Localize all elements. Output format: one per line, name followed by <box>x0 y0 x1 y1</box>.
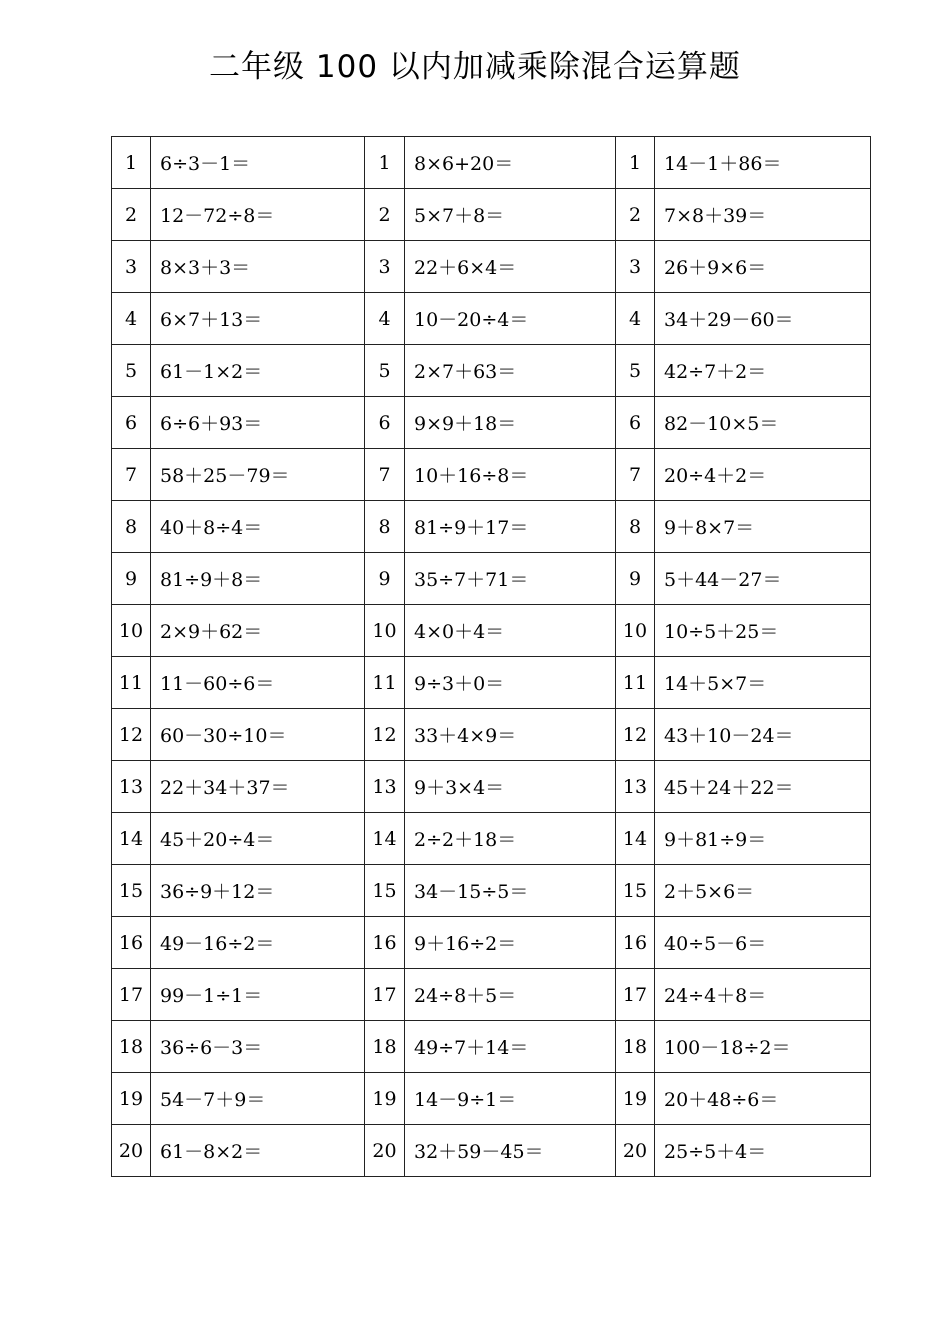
problem-number-col1: 11 <box>112 657 151 709</box>
problem-expression-col3: 14＋5×7＝ <box>655 657 871 709</box>
problem-number-col1: 17 <box>112 969 151 1021</box>
problem-number-col1: 4 <box>112 293 151 345</box>
problem-expression-col3: 5＋44－27＝ <box>655 553 871 605</box>
problem-expression-col2: 35÷7＋71＝ <box>405 553 616 605</box>
problem-number-col2: 9 <box>365 553 405 605</box>
problem-expression-col2: 2×7＋63＝ <box>405 345 616 397</box>
problem-expression-col1: 45＋20÷4＝ <box>151 813 365 865</box>
problem-number-col3: 12 <box>616 709 655 761</box>
problem-expression-col1: 81÷9＋8＝ <box>151 553 365 605</box>
problem-number-col3: 3 <box>616 241 655 293</box>
problem-number-col1: 6 <box>112 397 151 449</box>
table-row <box>112 813 871 865</box>
problem-number-col3: 8 <box>616 501 655 553</box>
problem-number-col2: 14 <box>365 813 405 865</box>
problem-number-col2: 6 <box>365 397 405 449</box>
problem-number-col3: 1 <box>616 137 655 189</box>
problem-number-col2: 12 <box>365 709 405 761</box>
problem-number-col2: 3 <box>365 241 405 293</box>
problem-number-col1: 2 <box>112 189 151 241</box>
problem-number-col3: 17 <box>616 969 655 1021</box>
problem-expression-col1: 8×3＋3＝ <box>151 241 365 293</box>
table-row <box>112 657 871 709</box>
problem-expression-col1: 2×9＋62＝ <box>151 605 365 657</box>
problem-expression-col1: 6÷6＋93＝ <box>151 397 365 449</box>
problem-expression-col2: 24÷8＋5＝ <box>405 969 616 1021</box>
problem-number-col1: 12 <box>112 709 151 761</box>
problem-expression-col2: 10－20÷4＝ <box>405 293 616 345</box>
problem-expression-col2: 14－9÷1＝ <box>405 1073 616 1125</box>
problem-number-col2: 17 <box>365 969 405 1021</box>
problem-number-col1: 1 <box>112 137 151 189</box>
problem-number-col2: 4 <box>365 293 405 345</box>
problem-expression-col2: 81÷9＋17＝ <box>405 501 616 553</box>
problem-number-col1: 8 <box>112 501 151 553</box>
problem-number-col1: 18 <box>112 1021 151 1073</box>
problem-expression-col3: 10÷5＋25＝ <box>655 605 871 657</box>
problem-expression-col1: 40＋8÷4＝ <box>151 501 365 553</box>
problem-number-col3: 18 <box>616 1021 655 1073</box>
problem-number-col3: 2 <box>616 189 655 241</box>
problem-number-col3: 5 <box>616 345 655 397</box>
problem-number-col2: 11 <box>365 657 405 709</box>
problem-number-col3: 6 <box>616 397 655 449</box>
problem-table <box>111 136 871 1177</box>
problem-expression-col1: 61－8×2＝ <box>151 1125 365 1177</box>
problem-expression-col1: 12－72÷8＝ <box>151 189 365 241</box>
problem-number-col2: 8 <box>365 501 405 553</box>
problem-number-col3: 4 <box>616 293 655 345</box>
table-row <box>112 605 871 657</box>
problem-expression-col3: 42÷7＋2＝ <box>655 345 871 397</box>
table-row <box>112 241 871 293</box>
problem-number-col1: 5 <box>112 345 151 397</box>
problem-expression-col2: 4×0＋4＝ <box>405 605 616 657</box>
problem-number-col3: 15 <box>616 865 655 917</box>
problem-number-col1: 15 <box>112 865 151 917</box>
table-row <box>112 761 871 813</box>
problem-expression-col3: 82－10×5＝ <box>655 397 871 449</box>
table-row <box>112 1073 871 1125</box>
problem-expression-col3: 20÷4＋2＝ <box>655 449 871 501</box>
problem-number-col3: 10 <box>616 605 655 657</box>
table-row <box>112 969 871 1021</box>
problem-number-col1: 9 <box>112 553 151 605</box>
problem-number-col3: 19 <box>616 1073 655 1125</box>
table-row <box>112 865 871 917</box>
problem-number-col1: 20 <box>112 1125 151 1177</box>
problem-expression-col1: 58＋25－79＝ <box>151 449 365 501</box>
problem-expression-col3: 40÷5－6＝ <box>655 917 871 969</box>
problem-number-col2: 1 <box>365 137 405 189</box>
problem-expression-col1: 60－30÷10＝ <box>151 709 365 761</box>
table-row <box>112 345 871 397</box>
problem-expression-col2: 9×9＋18＝ <box>405 397 616 449</box>
problem-expression-col1: 36÷6－3＝ <box>151 1021 365 1073</box>
problem-expression-col2: 22＋6×4＝ <box>405 241 616 293</box>
problem-expression-col3: 14－1＋86＝ <box>655 137 871 189</box>
problem-expression-col1: 11－60÷6＝ <box>151 657 365 709</box>
problem-expression-col1: 61－1×2＝ <box>151 345 365 397</box>
table-row <box>112 293 871 345</box>
problem-number-col2: 19 <box>365 1073 405 1125</box>
problem-number-col3: 20 <box>616 1125 655 1177</box>
problem-expression-col3: 45＋24＋22＝ <box>655 761 871 813</box>
table-row <box>112 397 871 449</box>
problem-number-col1: 10 <box>112 605 151 657</box>
problem-expression-col2: 9÷3＋0＝ <box>405 657 616 709</box>
problem-number-col2: 20 <box>365 1125 405 1177</box>
problem-number-col2: 10 <box>365 605 405 657</box>
problem-number-col1: 16 <box>112 917 151 969</box>
problem-expression-col1: 22＋34＋37＝ <box>151 761 365 813</box>
problem-number-col2: 18 <box>365 1021 405 1073</box>
table-row <box>112 137 871 189</box>
problem-expression-col3: 34＋29－60＝ <box>655 293 871 345</box>
problem-expression-col2: 9＋16÷2＝ <box>405 917 616 969</box>
problem-expression-col3: 9＋8×7＝ <box>655 501 871 553</box>
table-row <box>112 449 871 501</box>
problem-number-col2: 5 <box>365 345 405 397</box>
problem-expression-col2: 33＋4×9＝ <box>405 709 616 761</box>
problem-expression-col1: 54－7＋9＝ <box>151 1073 365 1125</box>
problem-expression-col1: 36÷9＋12＝ <box>151 865 365 917</box>
problem-expression-col2: 32＋59－45＝ <box>405 1125 616 1177</box>
problem-number-col1: 19 <box>112 1073 151 1125</box>
problem-expression-col3: 9＋81÷9＝ <box>655 813 871 865</box>
page-title: 二年级 100 以内加减乘除混合运算题 <box>209 49 741 85</box>
problem-expression-col1: 6÷3－1＝ <box>151 137 365 189</box>
problem-expression-col1: 49－16÷2＝ <box>151 917 365 969</box>
problem-expression-col2: 9＋3×4＝ <box>405 761 616 813</box>
problem-expression-col1: 6×7＋13＝ <box>151 293 365 345</box>
problem-expression-col2: 49÷7＋14＝ <box>405 1021 616 1073</box>
problem-number-col3: 9 <box>616 553 655 605</box>
problem-expression-col3: 100－18÷2＝ <box>655 1021 871 1073</box>
problem-number-col1: 7 <box>112 449 151 501</box>
problem-table-body <box>112 137 871 1177</box>
problem-number-col2: 16 <box>365 917 405 969</box>
problem-expression-col2: 8×6+20＝ <box>405 137 616 189</box>
problem-number-col3: 13 <box>616 761 655 813</box>
problem-expression-col1: 99－1÷1＝ <box>151 969 365 1021</box>
problem-number-col3: 16 <box>616 917 655 969</box>
problem-number-col2: 13 <box>365 761 405 813</box>
problem-expression-col2: 34－15÷5＝ <box>405 865 616 917</box>
problem-expression-col3: 20＋48÷6＝ <box>655 1073 871 1125</box>
problem-number-col3: 14 <box>616 813 655 865</box>
problem-number-col1: 13 <box>112 761 151 813</box>
table-row <box>112 1021 871 1073</box>
problem-expression-col3: 25÷5＋4＝ <box>655 1125 871 1177</box>
problem-expression-col3: 43＋10－24＝ <box>655 709 871 761</box>
table-row <box>112 1125 871 1177</box>
problem-number-col3: 7 <box>616 449 655 501</box>
table-row <box>112 917 871 969</box>
table-row <box>112 553 871 605</box>
table-row <box>112 501 871 553</box>
problem-expression-col2: 5×7＋8＝ <box>405 189 616 241</box>
problem-number-col1: 3 <box>112 241 151 293</box>
problem-number-col1: 14 <box>112 813 151 865</box>
problem-expression-col3: 2＋5×6＝ <box>655 865 871 917</box>
problem-number-col2: 7 <box>365 449 405 501</box>
problem-expression-col2: 10＋16÷8＝ <box>405 449 616 501</box>
table-row <box>112 709 871 761</box>
problem-expression-col3: 24÷4＋8＝ <box>655 969 871 1021</box>
problem-number-col2: 15 <box>365 865 405 917</box>
problem-number-col2: 2 <box>365 189 405 241</box>
problem-expression-col3: 26＋9×6＝ <box>655 241 871 293</box>
problem-expression-col2: 2÷2＋18＝ <box>405 813 616 865</box>
table-row <box>112 189 871 241</box>
problem-expression-col3: 7×8＋39＝ <box>655 189 871 241</box>
problem-number-col3: 11 <box>616 657 655 709</box>
